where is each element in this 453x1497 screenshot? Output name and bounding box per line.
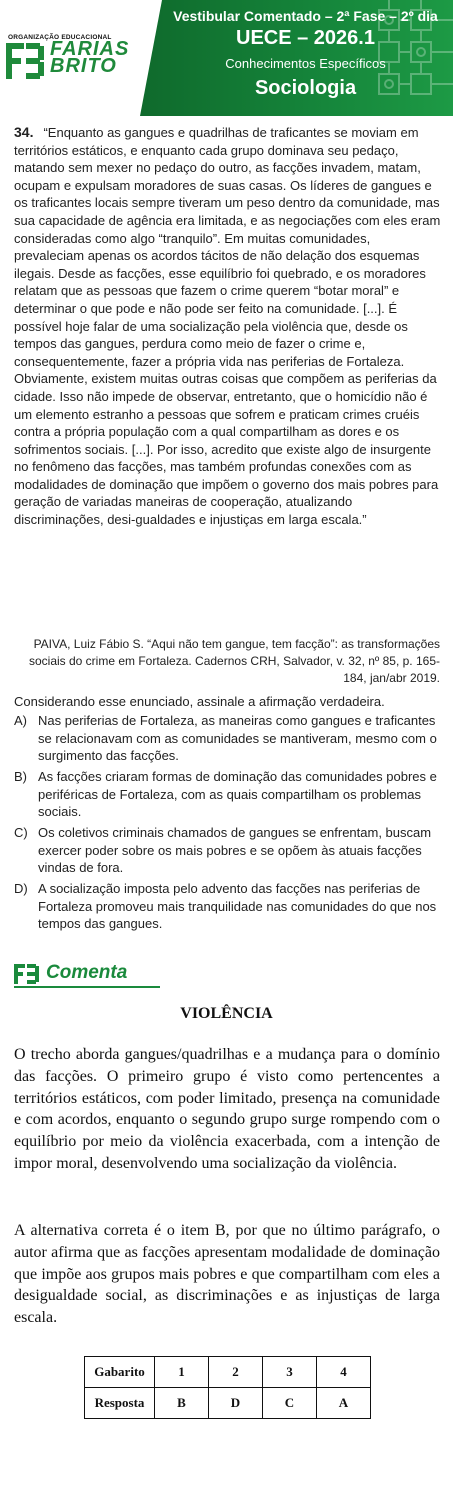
table-cell-item: 3 [263, 1357, 317, 1388]
option-text: As facções criaram formas de dominação das comunidades pobres e periféricas de Fortaleza, com as quais compartilham os problemas sociais. [38, 769, 437, 820]
question-text: “Enquanto as gangues e quadrilhas de traficantes se moviam em territórios estáticos, e enquanto cada grupo dominava seu pedaço, matando sem mexer no pedaço do outro, as facções invadem, matam, ocupam e expulsam moradores de suas casas. Os líderes de gangues e os traficantes locais sempre tiveram um peso dentro da comunidade, mas sua capacidade de agência era limitada, e as negociações com eles eram consideradas como algo “tranquilo”. Em muitas comunidades, prevaleciam apenas os acordos tácitos de não delação dos esquemas ilegais. Desde as facções, esse equilíbrio foi quebrado, e os moradores relatam que as pessoas que fazem o crime querem “botar moral” e determinar o que pode e não pode ser feito na comunidade. [...]. É possível hoje falar de uma socialização pela violência que, desde os tempos das gangues, perdura como meio de fazer o crime e, consequentemente, fazer a própria vida nas periferias de Fortaleza. Obviamente, existem muitas outras coisas que compõem as periferias da cidade. Isso não impede de observar, entretanto, que o homicídio não é um elemento estranho a pessoas que sofrem e praticam crimes cruéis contra a própria população com a qual compartilham as dores e os sofrimentos sociais. [...]. Por isso, acredito que existe algo de insurgente no fenômeno das facções, mas também profundas conexões com as modalidades de dominação que impõem o governo dos mais pobres para geração de variadas maneiras de cooperação, atualizando discriminações, desi-gualdades e injustiças em larga escala.” [14, 125, 441, 528]
table-row [85, 1357, 371, 1388]
comment-paragraph-1: O trecho aborda gangues/quadrilhas e a mudança para o domínio das facções. O primeiro grupo é visto como pertencentes a territórios estáticos, com poder limitado, presença na comunidade e com acordos, enquanto o segundo grupo surge rompendo com o equilíbrio por meio da violência exacerbada, com a intenção de impor moral, desenvolvendo uma socialização da violência. [14, 1046, 440, 1172]
farias-brito-small-logo-icon [14, 964, 40, 984]
question-body [14, 124, 442, 529]
table-cell-answer: A [317, 1388, 371, 1419]
option-b[interactable] [14, 768, 444, 821]
table-cell-answer: C [263, 1388, 317, 1419]
answer-key-table [84, 1356, 371, 1419]
table-cell-item: 4 [317, 1357, 371, 1388]
option-text: Os coletivos criminais chamados de gangues se enfrentam, buscam exercer poder sobre os mais pobres e se opõem às atuais facções vindas de fora. [38, 825, 432, 876]
header-exam-title: Vestibular Comentado – 2ª Fase – 2º dia [173, 8, 438, 24]
table-cell-item: 2 [209, 1357, 263, 1388]
table-row [85, 1388, 371, 1419]
question-instruction: Considerando esse enunciado, assinale a afirmação verdadeira. [14, 694, 385, 709]
comment-paragraph-2: A alternativa correta é o item B, por que no último parágrafo, o autor afirma que as facções apresentam modalidade de dominação que impõe aos grupos mais pobres e que compartilham com eles a desigualdade social, as discriminações e as injustiças de larga escala. [14, 1222, 440, 1327]
option-letter: D) [14, 881, 28, 896]
comment-title: VIOLÊNCIA [180, 1005, 273, 1022]
header-category: Conhecimentos Específicos [225, 56, 386, 71]
table-cell-item: 1 [155, 1357, 209, 1388]
option-text: Nas periferias de Fortaleza, as maneiras como gangues e traficantes se relacionavam com as comunidades se mantiveram, mesmo com o surgimento das facções. [38, 713, 437, 764]
table-header-gabarito: Gabarito [85, 1357, 155, 1388]
option-d[interactable] [14, 880, 444, 933]
comenta-heading [14, 962, 160, 986]
header-subject: Sociologia [254, 77, 357, 99]
logo-organization-text: ORGANIZAÇÃO EDUCACIONAL [8, 34, 112, 41]
farias-brito-logo-icon [6, 43, 46, 79]
option-text: A socialização imposta pelo advento das facções nas periferias de Fortaleza promoveu mais tranquilidade nas comunidades do que nos tempos das gangues. [38, 881, 437, 932]
logo-area [0, 0, 160, 116]
option-letter: A) [14, 713, 27, 728]
logo-wordmark [50, 38, 130, 77]
option-letter: B) [14, 769, 27, 784]
table-cell-answer: B [155, 1388, 209, 1419]
page-header [0, 0, 453, 116]
table-cell-answer: D [209, 1388, 263, 1419]
comenta-label: Comenta [46, 962, 128, 983]
option-c[interactable] [14, 824, 444, 877]
question-number: 34. [14, 124, 34, 140]
logo-word-farias: FARIAS [50, 38, 130, 60]
option-letter: C) [14, 825, 28, 840]
table-header-resposta: Resposta [85, 1388, 155, 1419]
comenta-underline [14, 986, 160, 988]
option-a[interactable] [14, 712, 444, 765]
header-exam-code: UECE – 2026.1 [236, 27, 375, 49]
question-citation: PAIVA, Luiz Fábio S. “Aqui não tem gangue, tem facção”: as transformações sociais do crime em Fortaleza. Cadernos CRH, Salvador, v. 32, nº 85, p. 165-184, jan/abr 2019. [28, 637, 440, 685]
logo-word-brito: BRITO [50, 55, 117, 77]
